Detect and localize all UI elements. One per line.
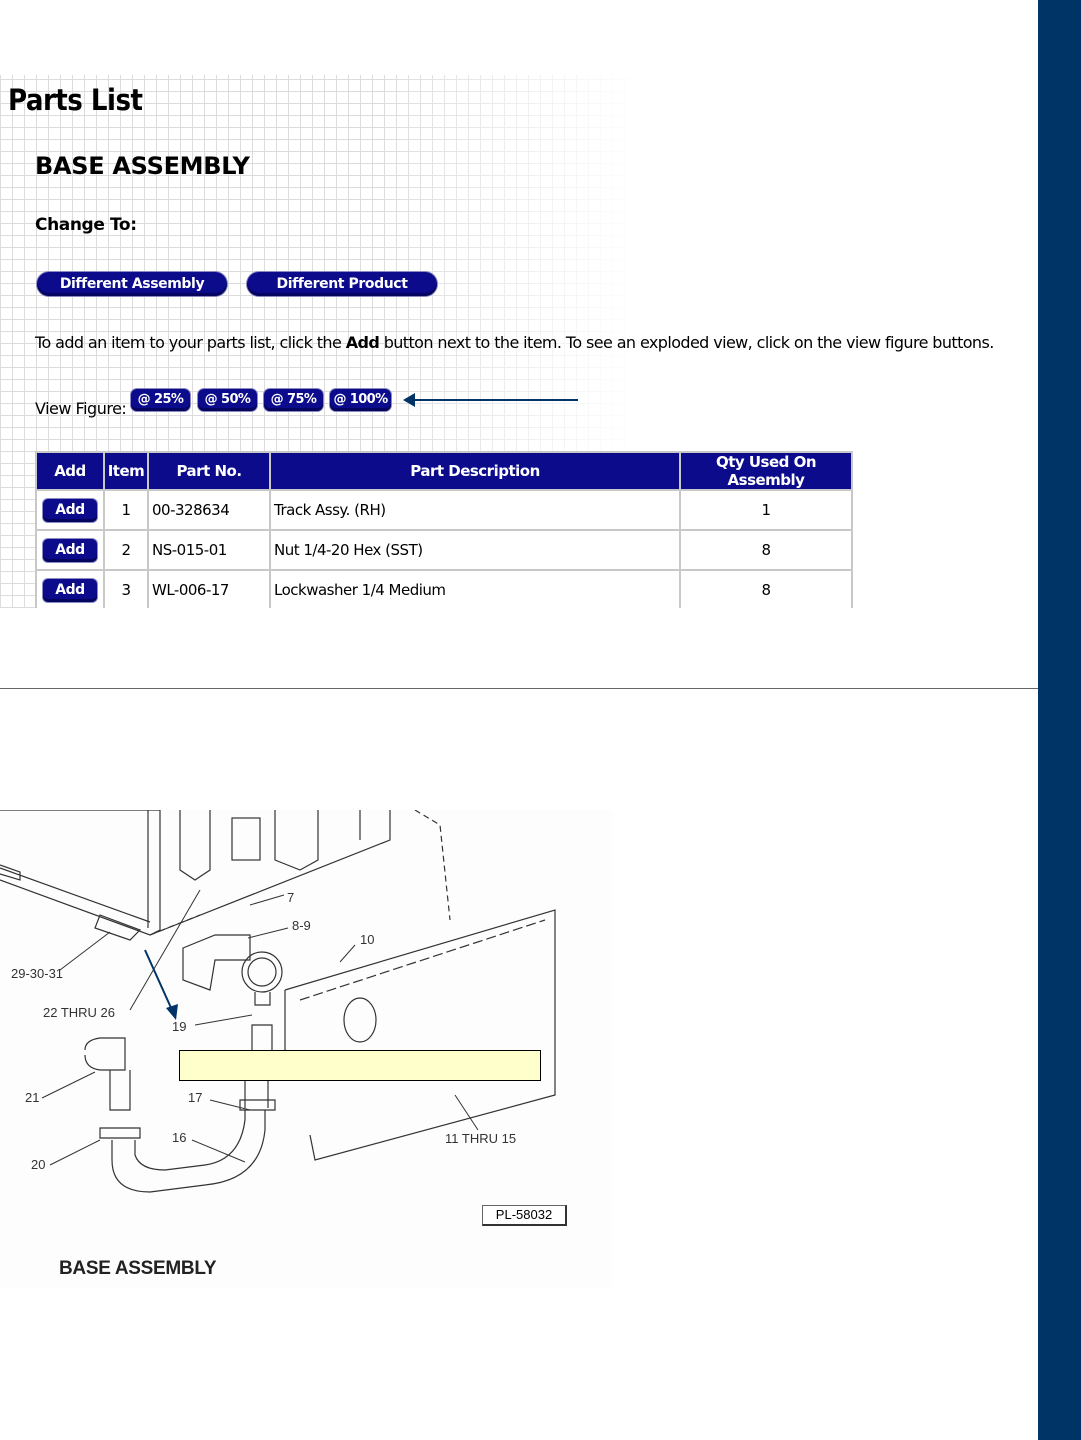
callout-7: 7: [287, 890, 295, 905]
description-cell: Track Assy. (RH): [270, 490, 680, 530]
item-cell: 1: [104, 490, 148, 530]
table-row: [36, 490, 852, 530]
qty-cell: 1: [680, 490, 852, 530]
view-figure-label: View Figure:: [35, 399, 127, 418]
part-no-cell: NS-015-01: [148, 530, 270, 570]
zoom-100-button[interactable]: @ 100%: [330, 389, 391, 411]
callout-17: 17: [188, 1090, 203, 1105]
zoom-75-button[interactable]: @ 75%: [264, 389, 323, 411]
figure-id-label: PL-58032: [482, 1205, 567, 1226]
callout-21: 21: [25, 1090, 40, 1105]
callout-8-9: 8-9: [292, 918, 311, 933]
assembly-name: BASE ASSEMBLY: [35, 152, 250, 180]
instructions-before: To add an item to your parts list, click the: [35, 333, 346, 352]
item-cell: 3: [104, 570, 148, 608]
add-cell: [36, 530, 104, 570]
table-header-row: [36, 452, 852, 490]
header-part-description: Part Description: [270, 452, 680, 490]
zoom-50-button[interactable]: @ 50%: [198, 389, 257, 411]
header-item: Item: [104, 452, 148, 490]
callout-11-thru-15: 11 THRU 15: [445, 1131, 517, 1146]
callout-29-30-31: 29-30-31: [11, 966, 64, 981]
instructions-text: [35, 333, 994, 352]
change-to-label: Change To:: [35, 215, 137, 235]
add-button[interactable]: Add: [43, 579, 97, 602]
item-cell: 2: [104, 530, 148, 570]
section-divider: [0, 688, 1038, 689]
sidebar-bar: [1038, 0, 1081, 1440]
parts-table: [35, 451, 853, 608]
add-button[interactable]: Add: [43, 499, 97, 522]
different-assembly-button[interactable]: Different Assembly: [37, 272, 227, 296]
part-no-cell: WL-006-17: [148, 570, 270, 608]
annotation-arrow-head: [403, 393, 415, 407]
parts-list-panel: [0, 75, 1000, 608]
different-product-button[interactable]: Different Product: [247, 272, 437, 296]
description-cell: Nut 1/4-20 Hex (SST): [270, 530, 680, 570]
instructions-add-word: Add: [345, 333, 380, 352]
callout-20: 20: [31, 1157, 46, 1172]
zoom-25-button[interactable]: @ 25%: [131, 389, 190, 411]
callout-16: 16: [172, 1130, 187, 1145]
exploded-view-drawing: [0, 810, 612, 1288]
description-cell: Lockwasher 1/4 Medium: [270, 570, 680, 608]
figure-title: BASE ASSEMBLY: [59, 1258, 217, 1279]
callout-19: 19: [172, 1019, 187, 1034]
table-row: [36, 530, 852, 570]
instructions-after: button next to the item. To see an exploded view, click on the view figure buttons.: [379, 333, 994, 352]
part-no-cell: 00-328634: [148, 490, 270, 530]
header-add: Add: [36, 452, 104, 490]
page-title: Parts List: [8, 83, 143, 117]
qty-cell: 8: [680, 570, 852, 608]
annotation-arrow-line: [410, 399, 578, 401]
header-qty: Qty Used On Assembly: [680, 452, 852, 490]
add-cell: [36, 570, 104, 608]
add-button[interactable]: Add: [43, 539, 97, 562]
qty-cell: 8: [680, 530, 852, 570]
add-cell: [36, 490, 104, 530]
table-row: [36, 570, 852, 608]
callout-10: 10: [360, 932, 375, 947]
callout-22-thru-26: 22 THRU 26: [43, 1005, 116, 1020]
header-part-no: Part No.: [148, 452, 270, 490]
highlight-box: [179, 1050, 541, 1081]
